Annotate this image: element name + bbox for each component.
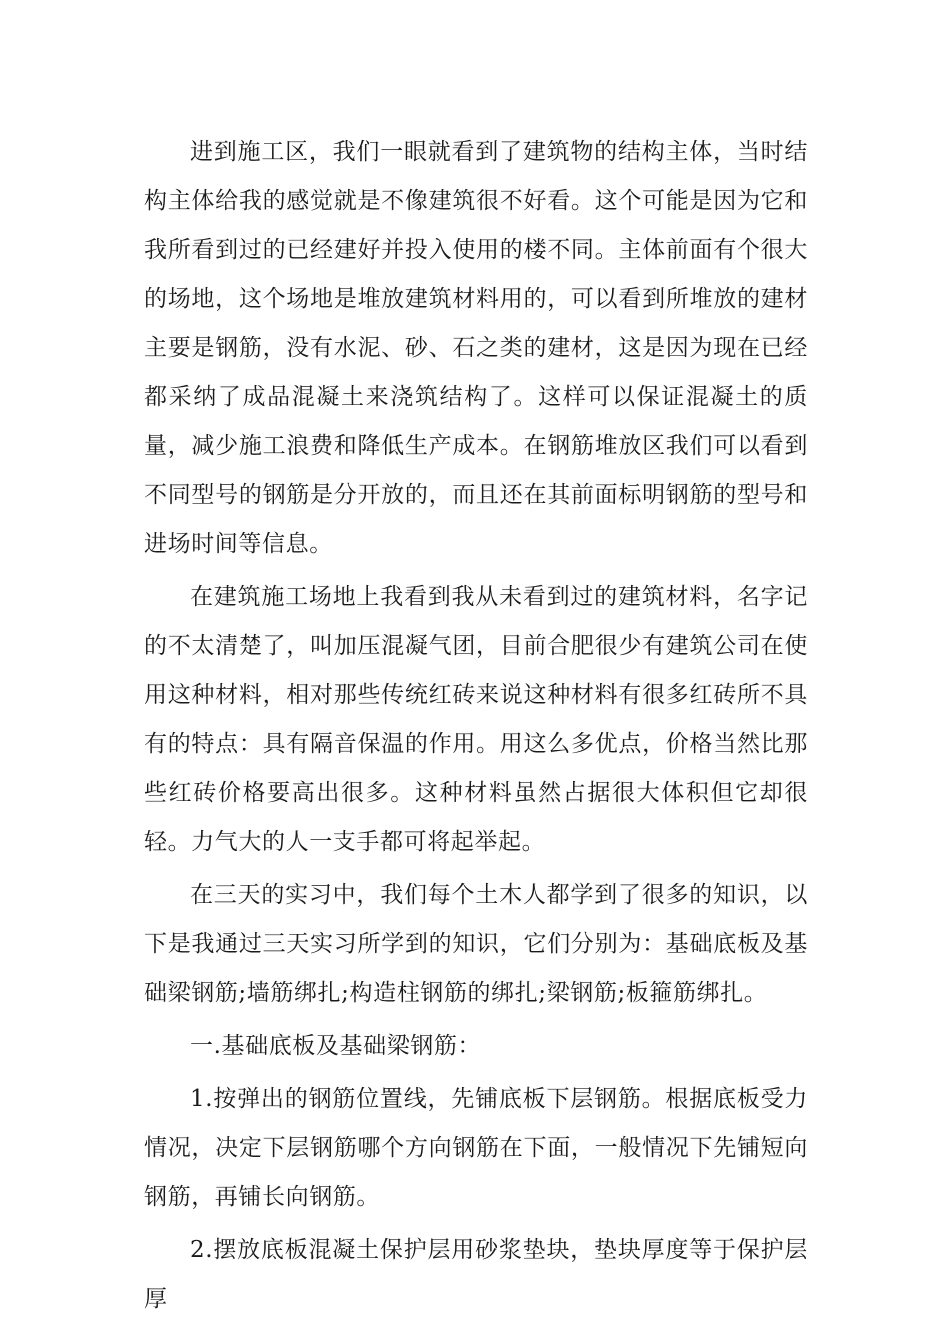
- paragraph-step-2: 2.摆放底板混凝土保护层用砂浆垫块，垫块厚度等于保护层厚: [144, 1237, 808, 1312]
- paragraph-building-material: 在建筑施工场地上我看到我从未看到过的建筑材料，名字记的不太清楚了，叫加压混凝气团，目前合肥很少有建筑公司在使用这种材料，相对那些传统红砖来说这种材料有很多红砖所不具有的特点：具有隔音保温的作用。用这么多优点，价格当然比那些红砖价格要高出很多。这种材料虽然占据很大体积但它却很轻。力气大的人一支手都可将起举起。: [144, 584, 808, 855]
- paragraph-construction-site: 进到施工区，我们一眼就看到了建筑物的结构主体，当时结构主体给我的感觉就是不像建筑很不好看。这个可能是因为它和我所看到过的已经建好并投入使用的楼不同。主体前面有个很大的场地，这个场地是堆放建筑材料用的，可以看到所堆放的建材主要是钢筋，没有水泥、砂、石之类的建材，这是因为现在已经都采纳了成品混凝土来浇筑结构了。这样可以保证混凝土的质量，减少施工浪费和降低生产成本。在钢筋堆放区我们可以看到不同型号的钢筋是分开放的，而且还在其前面标明钢筋的型号和进场时间等信息。: [144, 139, 808, 557]
- document-body: [144, 128, 808, 1328]
- paragraph-internship-knowledge: 在三天的实习中，我们每个土木人都学到了很多的知识，以下是我通过三天实习所学到的知识，它们分别为：基础底板及基础梁钢筋;墙筋绑扎;构造柱钢筋的绑扎;梁钢筋;板箍筋绑扎。: [144, 882, 808, 1006]
- section-heading-foundation: 一.基础底板及基础梁钢筋：: [190, 1033, 482, 1059]
- paragraph-step-1: 1.按弹出的钢筋位置线，先铺底板下层钢筋。根据底板受力情况，决定下层钢筋哪个方向钢筋在下面，一般情况下先铺短向钢筋，再铺长向钢筋。: [144, 1086, 808, 1210]
